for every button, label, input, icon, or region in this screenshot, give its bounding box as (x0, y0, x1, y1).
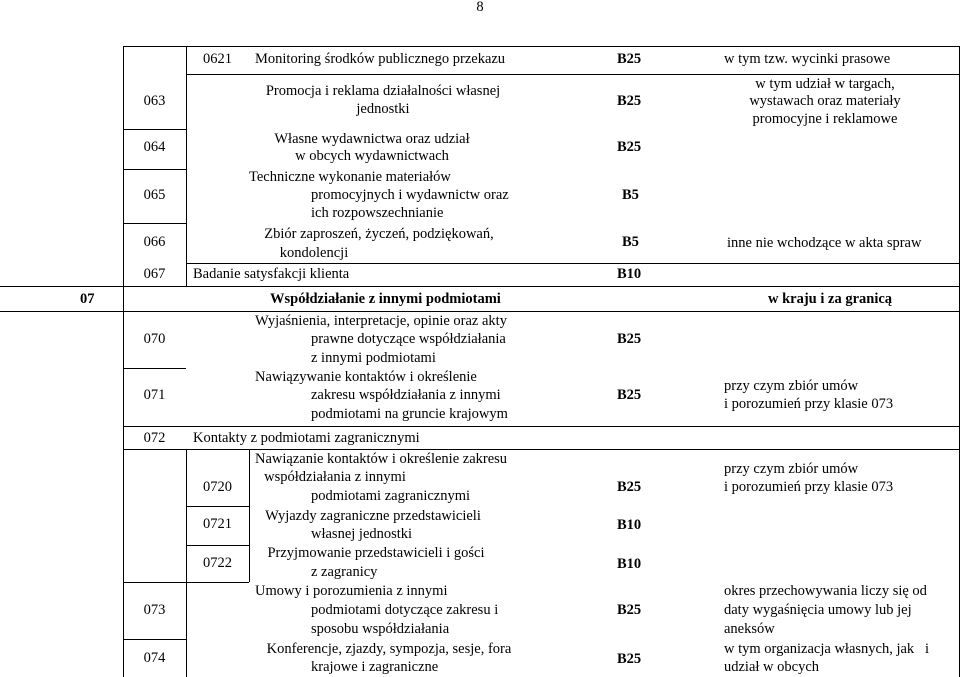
desc-065: Techniczne wykonanie materiałów (249, 169, 451, 185)
note-0720: przy czym zbiór umów (724, 461, 859, 477)
desc-063: Promocja i reklama działalności własnej (265, 83, 501, 99)
desc-066: kondolencji (279, 245, 349, 261)
desc-064: Własne wydawnictwa oraz udział (274, 131, 470, 147)
desc-063: jednostki (356, 101, 410, 117)
cat-070: B25 (617, 331, 642, 347)
desc-065: ich rozpowszechnianie (311, 205, 444, 221)
note-0621: w tym tzw. wycinki prasowe (724, 51, 891, 67)
code-072: 072 (143, 430, 166, 446)
note-063: w tym udział w targach, (755, 76, 895, 92)
row-divider (123, 169, 186, 170)
desc-070: z innymi podmiotami (311, 350, 436, 366)
code-07: 07 (80, 291, 95, 307)
row-divider (186, 263, 960, 264)
code-0721: 0721 (203, 516, 232, 532)
note-063: promocyjne i reklamowe (752, 111, 898, 127)
code-064: 064 (143, 139, 166, 155)
cat-063: B25 (617, 93, 642, 109)
cat-073: B25 (617, 602, 642, 618)
cat-0722: B10 (617, 556, 642, 572)
code-065: 065 (143, 187, 166, 203)
row-divider (123, 129, 186, 130)
code-070: 070 (143, 331, 166, 347)
desc-070: prawne dotyczące współdziałania (311, 331, 506, 347)
desc-072: Kontakty z podmiotami zagranicznymi (193, 430, 420, 446)
desc-071: zakresu współdziałania z innymi (311, 387, 501, 403)
cat-071: B25 (617, 387, 642, 403)
code-067: 067 (143, 266, 166, 282)
note-063: wystawach oraz materiały (749, 93, 901, 109)
row-divider (123, 368, 186, 369)
desc-0621: Monitoring środków publicznego przekazu (255, 51, 506, 67)
desc-0720: współdziałania z innymi (264, 469, 406, 485)
desc-074: krajowe i zagraniczne (311, 659, 439, 675)
code-066: 066 (143, 234, 166, 250)
page-number: 8 (476, 0, 484, 15)
row-divider (186, 506, 249, 507)
note-066: inne nie wchodzące w akta spraw (727, 235, 922, 251)
desc-0720: Nawiązanie kontaktów i określenie zakresu (255, 451, 508, 467)
code-073: 073 (143, 602, 166, 618)
desc-073: sposobu współdziałania (311, 621, 450, 637)
note-074: udział w obcych (724, 659, 820, 675)
note-0720: i porozumień przy klasie 073 (724, 479, 894, 495)
note-073: okres przechowywania liczy się od (724, 583, 927, 599)
desc-0721: Wyjazdy zagraniczne przedstawicieli (265, 508, 481, 524)
desc-067: Badanie satysfakcji klienta (193, 266, 350, 282)
row-divider (123, 426, 960, 427)
column-divider (186, 46, 187, 286)
note-07: w kraju i za granicą (768, 291, 893, 307)
desc-0720: podmiotami zagranicznymi (311, 488, 471, 504)
cat-065: B5 (622, 187, 639, 203)
row-divider (186, 545, 249, 546)
cat-064: B25 (617, 139, 642, 155)
note-073: daty wygaśnięcia umowy lub jej (724, 602, 912, 618)
desc-066: Zbiór zaproszeń, życzeń, podziękowań, (264, 226, 494, 242)
cat-067: B10 (617, 266, 642, 282)
desc-071: Nawiązywanie kontaktów i określenie (255, 369, 477, 385)
note-071: przy czym zbiór umów (724, 378, 859, 394)
row-divider (0, 286, 960, 287)
desc-070: Wyjaśnienia, interpretacje, opinie oraz akty (255, 313, 507, 329)
cat-0720: B25 (617, 479, 642, 495)
cat-074: B25 (617, 651, 642, 667)
note-071: i porozumień przy klasie 073 (724, 396, 894, 412)
desc-0721: własnej jednostki (311, 526, 413, 542)
desc-065: promocyjnych i wydawnictw oraz (311, 187, 509, 203)
cat-066: B5 (622, 234, 639, 250)
border-top (123, 46, 960, 47)
cat-0621: B25 (617, 51, 642, 67)
desc-073: Umowy i porozumienia z innymi (255, 583, 448, 599)
desc-0722: Przyjmowanie przedstawicieli i gości (267, 545, 485, 561)
code-074: 074 (143, 650, 166, 666)
cat-0721: B10 (617, 517, 642, 533)
row-divider (123, 639, 186, 640)
note-073: aneksów (724, 621, 775, 637)
code-0722: 0722 (203, 555, 232, 571)
note-074: w tym organizacja własnych, jak i (724, 641, 930, 657)
row-divider (123, 223, 186, 224)
desc-07: Współdziałanie z innymi podmiotami (270, 291, 501, 307)
code-0621: 0621 (203, 51, 232, 67)
code-071: 071 (143, 387, 166, 403)
code-063: 063 (143, 93, 166, 109)
desc-073: podmiotami dotyczące zakresu i (311, 602, 499, 618)
desc-071: podmiotami na gruncie krajowym (311, 406, 508, 422)
desc-074: Konferencje, zjazdy, sympozja, sesje, fora (266, 641, 512, 657)
desc-064: w obcych wydawnictwach (295, 148, 449, 164)
desc-0722: z zagranicy (311, 564, 378, 580)
row-divider (0, 311, 960, 312)
row-divider (186, 74, 960, 75)
code-0720: 0720 (203, 479, 232, 495)
